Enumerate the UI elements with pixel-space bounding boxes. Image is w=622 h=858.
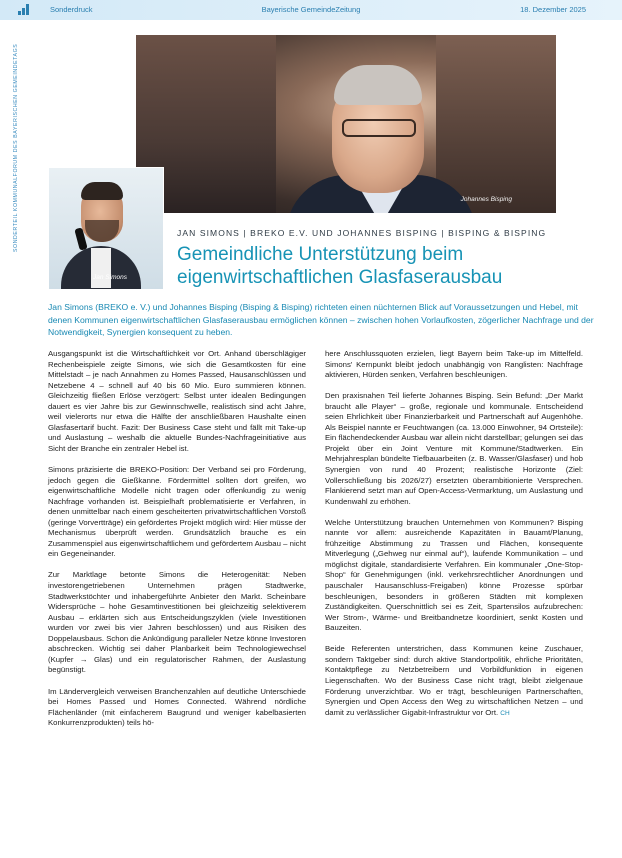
paragraph: Zur Marktlage betonte Simons die Heterogenität: Neben investorengetriebenen Unternehmen prägen Stadtwerke, Stadtwerkstöchter und inhabergeführte Anbieter den Markt. Scheinbare Widersprüche – hohe Gesamtinvestitionen bei gleichzeitig selektiverem Ausbau – erklärten sich aus Entscheidungszyklen (viele Investitionen wurden vor zwei bis vier Jahren beschlossen) und aus Risiken des Doppelausbaus. Schon die Ankündigung paralleler Netze könne Investoren abschrecken. Wichtig sei daher Planbarkeit beim Technologiewechsel (Kupfer → Glas) und ein regulatorischer Rahmen, der Auslastung begünstigt. [48,570,306,675]
paragraph: Im Ländervergleich verweisen Branchenzahlen auf deutliche Unterschiede bei Homes Passed und Homes Connected. Während nördliche Flächenländer (mit einfacherem Baugrund und weniger kabelbasierten Konkurrenzprodukten) teils hö- [48,686,306,728]
photo-caption-main: Johannes Bisping [460,196,512,203]
headline-line-2: eigenwirtschaftlichen Glasfaserausbau [177,267,503,288]
paragraph: Ausgangspunkt ist die Wirtschaftlichkeit vor Ort. Anhand überschlägiger Rechenbeispiele zeigte Simons, wie sich die Gesamtkosten für eine Mittelstadt – je nach Annahmen zu Homes Passed, Hausanschlüssen und Netzebene 4 – schnell auf 40 bis 60 Mio. Euro summieren können. Gleichzeitig fließen Erlöse verzögert: Selbst unter idealen Bedingungen dauert es vier Jahre bis zur Gewinnschwelle, realistisch sind acht Jahre, weil vielerorts nur etwa die Hälfte der anschließbaren Haushalte einen Glasfasertarif bucht. Fazit: Der Business Case steht und fällt mit Take-up und Auslastung – weshalb die aktuelle Bundes-Nachfrageinitiative aus Sicht der Branche ein zentraler Hebel ist. [48,349,306,453]
article-kicker: JAN SIMONS | BREKO E.V. UND JOHANNES BISPING | BISPING & BISPING [177,228,547,238]
article-column-left [48,349,306,739]
paragraph: Den praxisnahen Teil lieferte Johannes Bisping. Sein Befund: „Der Markt braucht alle Player“ – große, regionale und kommunale. Entscheidend seien Ehrlichkeit über Finanzierbarkeit und Partnerschaft auf Augenhöhe. Als Beispiel nannte er Feuchtwangen (ca. 13.000 Einwohner, 94 Ortsteile): Ein flächendeckender Ausbau war allein nicht darstellbar; gelungen sei das Projekt über ein Joint Venture mit Kommune/Stadtwerken. Ein Mehrjahresplan bündelte Tiefbauarbeiten (z. B. Wasser/Glasfaser) und hob Synergien von rund 40 Prozent; realistische Horizonte (Ziel: Vollerschließung bis 2026/27) ersetzten überambitionierte Versprechen. Flankierend setzt man auf Open-Access-Vermarktung, um Auslastung und Kundenwahl zu erhöhen. [325,391,583,506]
author-end-mark: CH [500,709,510,717]
paragraph-final [325,644,583,719]
article-column-right [325,349,583,730]
headline-line-1: Gemeindliche Unterstützung beim [177,244,464,265]
article-teaser: Jan Simons (BREKO e. V.) und Johannes Bisping (Bisping & Bisping) richteten einen nüchternen Blick auf Voraussetzungen und Hebel, mit denen Kommunen eigenwirtschaftlichen Glasfaserausbau ermöglichen können – zwischen hohen Vorlaufkosten, zögerlicher Nachfrage und der Notwendigkeit, Synergien konsequent zu heben. [48,302,594,338]
paragraph-final-text: Beide Referenten unterstrichen, dass Kommunen keine Zuschauer, sondern Taktgeber sind: durch aktive Standortpolitik, ehrliche Prioritäten, Kontaktpflege zu Netzbetreibern und Vorbildfunktion in eigenen Liegenschaften. Wo der Business Case nicht trägt, bleibt zielgenaue Förderung unverzichtbar. Wo er trägt, beschleunigen Partnerschaften, Synergien und Open Access den Weg zu wirtschaftlichen Netzen – und damit zu verlässlicher Gigabit-Infrastruktur vor Ort. [325,644,583,717]
header-publication: Bayerische GemeindeZeitung [261,5,361,14]
header-section: Sonderdruck [50,5,93,14]
article-headline [177,243,597,289]
vertical-section-label: SONDERTEIL KOMMUNALFORUM DES BAYERISCHEN GEMEINDETAGS [13,43,19,252]
page-header [0,0,622,20]
paragraph: Simons präzisierte die BREKO-Position: Der Verband sei pro Förderung, jedoch gegen die Gießkanne. Fördermittel sollten dort greifen, wo eigenwirtschaftliche Modelle nicht tragen oder offenkundig zu wenig Nachfrage vorhanden ist. Beispielhaft problematisierte er Verfahren, in denen unmittelbar nach einem gescheiterten privatwirtschaftlichen Vorstoß (geringe Vorvertträge) ein gefördertes Projekt möglich wird: Hier müsse der Mechanismus überprüft werden. Grundsätzlich brauche es ein Zusammenspiel aus eigenwirtschaftlichem und gefördertem Ausbau – nicht ein Gegeneinander. [48,465,306,559]
photo-jan-simons [48,167,164,290]
paragraph: Welche Unterstützung brauchen Unternehmen von Kommunen? Bisping nannte vor allem: ausreichende Kapazitäten in Bauamt/Planung, frühzeitige Abstimmung zu Trassen und Flächen, konsequente Mitverlegung („Gehweg nur einmal auf“), laufende Kommunikation – und möglichst digitale, standardisierte Verfahren. Ein kommunaler „One-Stop-Shop“ für Genehmigungen (inkl. verkehrsrechtlicher Anordnungen und pauschaler Hausanschluss-Freigaben) könne Prozesse spürbar beschleunigen, besonders in größeren Städten mit komplexen Zuständigkeiten. Querschnittlich sei es Zeit, Spartensilos aufzubrechen: Wer Strom-, Wärme- und Breitbandnetze koordiniert, senkt Kosten und Bauzeiten. [325,517,583,633]
photo-caption-small: Jan Simons [93,274,127,281]
paragraph: here Anschlussquoten erzielen, liegt Bayern beim Take-up im Mittelfeld. Simons' Kernpunkt bleibt jedoch unabhängig von Ranglisten: Nachfrage aktivieren, Hürden senken, Verfahren beschleunigen. [325,349,583,380]
header-date: 18. Dezember 2025 [520,5,586,14]
photo-johannes-bisping [136,35,556,213]
